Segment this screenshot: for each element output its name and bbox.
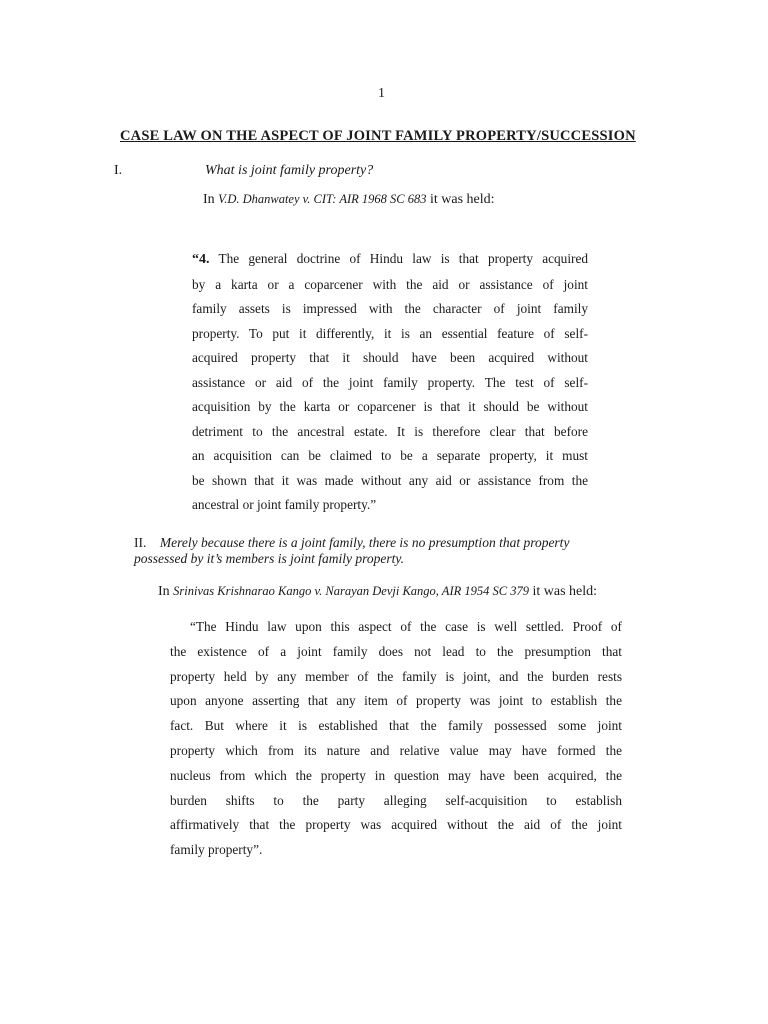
quote-line: fact. But where it is established that the family possessed some joint [170, 718, 622, 734]
quote-line: “The Hindu law upon this aspect of the case is well settled. Proof of [190, 619, 622, 634]
quote-open-mark: “ [192, 252, 199, 267]
quote-line: “4. The general doctrine of Hindu law is that property acquired [192, 251, 588, 267]
section-1-citation: V.D. Dhanwatey v. CIT: AIR 1968 SC 683 [218, 192, 427, 206]
section-1-intro-prefix: In [203, 192, 219, 207]
quote-line: be shown that it was made without any aid or assistance from the [192, 472, 588, 488]
quote-line: assistance or aid of the joint family property. The test of self- [192, 374, 588, 390]
section-2-intro [158, 584, 597, 600]
quote-line: detriment to the ancestral estate. It is therefore clear that before [192, 423, 588, 439]
section-1-intro [203, 192, 495, 208]
section-2-heading-line-1: II. Merely because there is a joint family, there is no presumption that property [134, 535, 570, 550]
quote-line: acquired property that it should have been acquired without [192, 350, 588, 365]
section-2-numeral: II. [134, 535, 147, 550]
quote-line: property. To put it differently, it is an essential feature of self- [192, 325, 588, 341]
section-2-intro-prefix: In [158, 584, 174, 599]
page-number: 1 [378, 86, 385, 101]
quote-line: property held by any member of the family is joint, and the burden rests [170, 668, 622, 684]
quote-line: acquisition by the karta or coparcener is that it should be without [192, 399, 588, 414]
section-1-numeral: I. [114, 163, 123, 178]
section-2-citation: Srinivas Krishnarao Kango v. Narayan Devji Kango, AIR 1954 SC 379 [173, 584, 529, 598]
quote-line: upon anyone asserting that any item of property was joint to establish the [170, 693, 622, 709]
quote-line: the existence of a joint family does not lead to the presumption that [170, 643, 622, 659]
section-1-question: What is joint family property? [205, 163, 374, 178]
document-title: CASE LAW ON THE ASPECT OF JOINT FAMILY PROPERTY/SUCCESSION [120, 128, 636, 144]
quote-line: ancestral or joint family property.” [192, 497, 377, 512]
section-2-intro-suffix: it was held: [528, 584, 598, 599]
quote-line: burden shifts to the party alleging self-acquisition to establish [170, 792, 622, 808]
quote-line: an acquisition can be claimed to be a separate property, it must [192, 448, 588, 463]
section-1-quote [192, 247, 588, 518]
section-2-quote [170, 615, 622, 863]
quote-line: family property”. [170, 842, 263, 858]
section-2-heading [134, 535, 634, 567]
quote-line: property which from its nature and relative value may have formed the [170, 742, 622, 758]
section-2-heading-line-2: possessed by it’s members is joint family property. [134, 551, 404, 566]
quote-line: by a karta or a coparcener with the aid or assistance of joint [192, 276, 588, 292]
quote-line: nucleus from which the property in question may have been acquired, the [170, 767, 622, 783]
section-1-intro-suffix: it was held: [426, 192, 495, 207]
paragraph-number: 4. [199, 252, 210, 267]
quote-line: affirmatively that the property was acquired without the aid of the joint [170, 817, 622, 833]
quote-line: family assets is impressed with the character of joint family [192, 301, 588, 316]
